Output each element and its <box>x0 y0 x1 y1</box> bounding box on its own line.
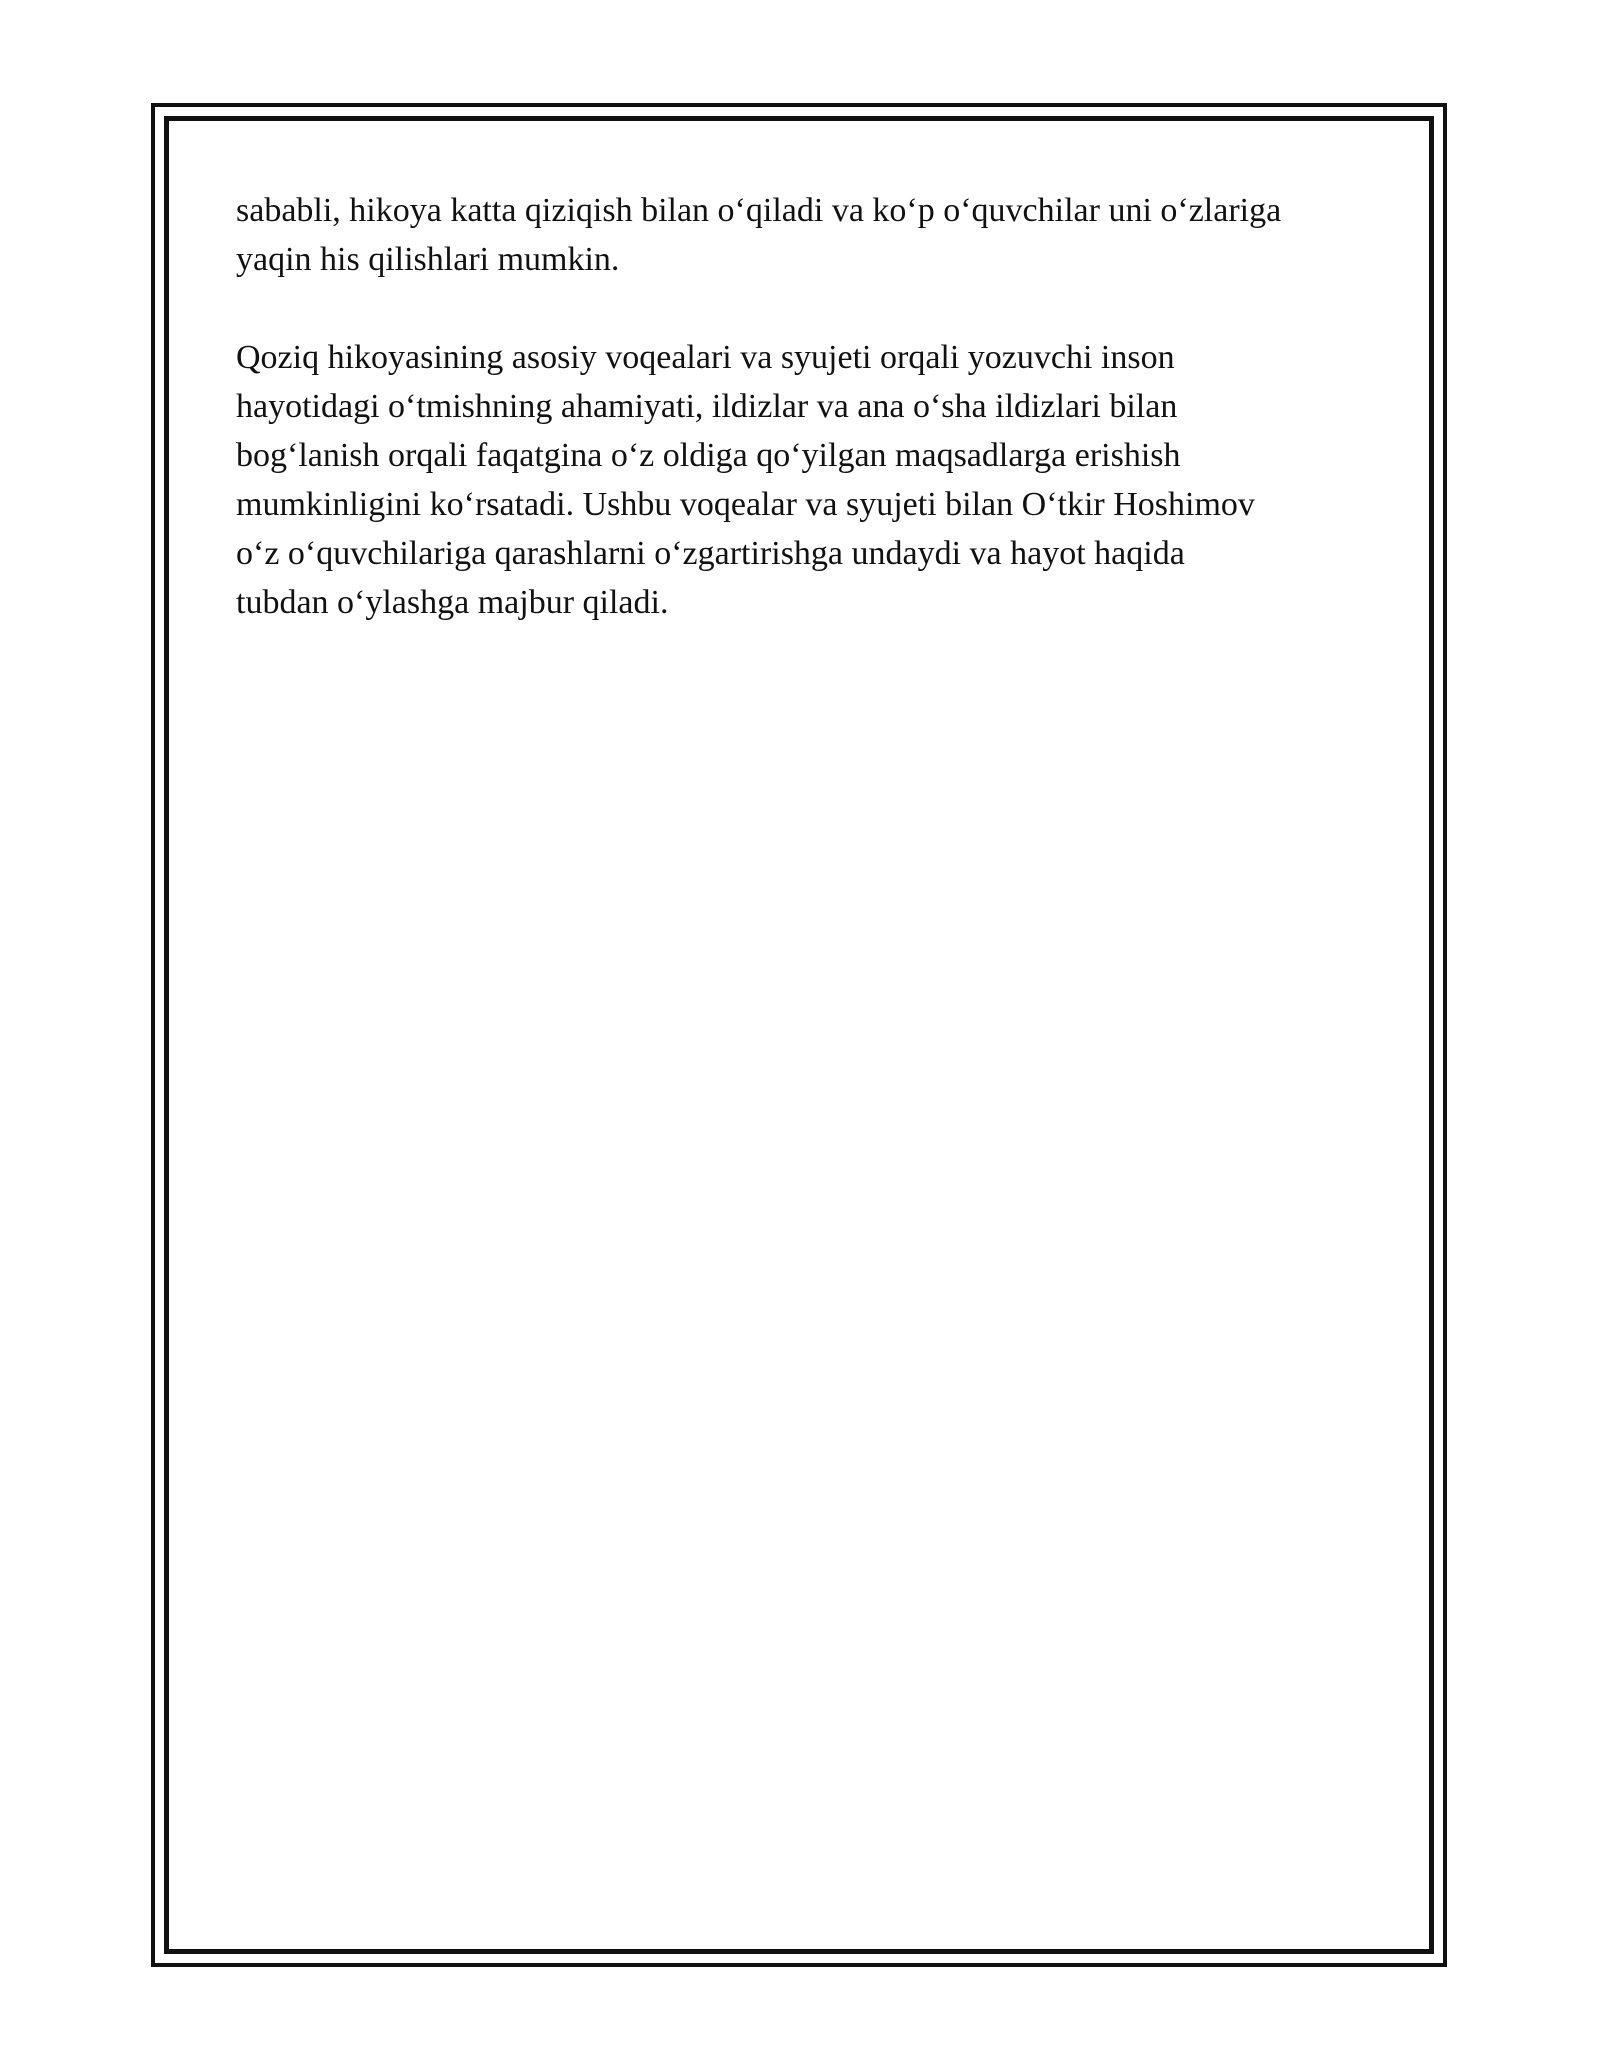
text-line: sababli, hikoya katta qiziqish bilan o‘qiladi va ko‘p o‘quvchilar uni o‘zlariga <box>236 192 1282 229</box>
text-line: hayotidagi o‘tmishning ahamiyati, ildizlar va ana o‘sha ildizlari bilan <box>236 388 1178 425</box>
text-line: yaqin his qilishlari mumkin. <box>236 241 620 278</box>
text-line: Qoziq hikoyasining asosiy voqealari va syujeti orqali yozuvchi inson <box>236 339 1175 376</box>
document-body <box>236 186 1386 627</box>
text-line: mumkinligini ko‘rsatadi. Ushbu voqealar va syujeti bilan O‘tkir Hoshimov <box>236 486 1255 523</box>
paragraph-2 <box>236 333 1386 627</box>
text-line: bog‘lanish orqali faqatgina o‘z oldiga qo‘yilgan maqsadlarga erishish <box>236 437 1181 474</box>
text-line: o‘z o‘quvchilariga qarashlarni o‘zgartirishga undaydi va hayot haqida <box>236 535 1185 572</box>
paragraph-1 <box>236 186 1386 284</box>
text-line: tubdan o‘ylashga majbur qiladi. <box>236 584 669 621</box>
